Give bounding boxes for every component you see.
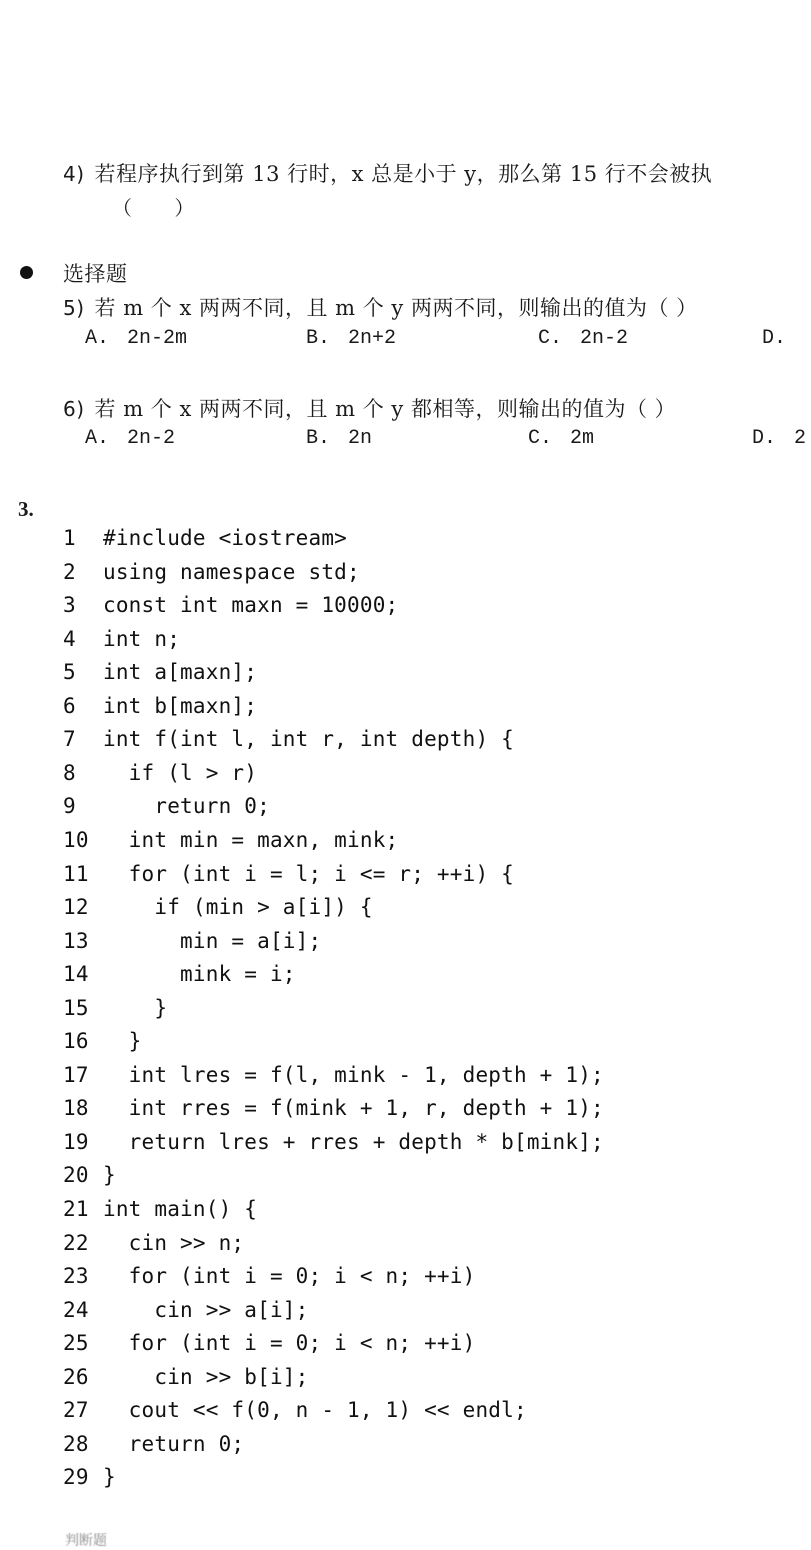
code-text: mink = i; bbox=[103, 962, 296, 987]
line-number: 3 bbox=[63, 593, 76, 618]
line-number: 18 bbox=[63, 1096, 89, 1121]
line-number: 12 bbox=[63, 895, 89, 920]
option-label: D. bbox=[752, 427, 777, 450]
option-label: B. bbox=[306, 327, 331, 350]
line-number: 28 bbox=[63, 1431, 89, 1456]
code-line bbox=[63, 1197, 257, 1230]
code-line bbox=[63, 1298, 309, 1331]
question-5-number: 5) bbox=[63, 296, 85, 320]
code-text: int n; bbox=[103, 626, 181, 651]
code-text: int rres = f(mink + 1, r, depth + 1); bbox=[103, 1096, 604, 1121]
code-text: cin >> b[i]; bbox=[103, 1364, 309, 1389]
option-value: 2n bbox=[348, 427, 373, 450]
question-6-option-c[interactable] bbox=[528, 427, 594, 450]
option-label: A. bbox=[85, 427, 110, 450]
code-line bbox=[63, 1231, 244, 1264]
line-number: 24 bbox=[63, 1297, 89, 1322]
code-text: int main() { bbox=[103, 1197, 258, 1221]
option-label: B. bbox=[306, 427, 331, 450]
code-line bbox=[63, 593, 398, 626]
option-value: 2 bbox=[794, 427, 807, 450]
line-number: 23 bbox=[63, 1264, 89, 1289]
line-number: 19 bbox=[63, 1129, 89, 1154]
line-number: 21 bbox=[63, 1197, 89, 1221]
option-value: 2n-2m bbox=[127, 327, 188, 350]
question-6-number: 6) bbox=[63, 397, 85, 421]
code-line bbox=[63, 962, 296, 995]
question-5-text: 若 m 个 x 两两不同，且 m 个 y 两两不同，则输出的值为（ ） bbox=[94, 296, 698, 320]
option-value: 2m bbox=[570, 427, 595, 450]
line-number: 22 bbox=[63, 1230, 89, 1255]
code-text: #include <iostream> bbox=[103, 526, 348, 550]
code-line bbox=[63, 862, 514, 895]
line-number: 17 bbox=[63, 1062, 89, 1087]
question-6 bbox=[63, 393, 676, 423]
section-title-choice: 选择题 bbox=[63, 262, 128, 286]
code-line bbox=[63, 1398, 527, 1431]
code-text: for (int i = 0; i < n; ++i) bbox=[103, 1264, 476, 1289]
code-line bbox=[63, 1365, 309, 1398]
code-line bbox=[63, 1096, 604, 1129]
line-number: 1 bbox=[63, 526, 76, 550]
question-6-option-a[interactable] bbox=[85, 427, 175, 450]
line-number: 5 bbox=[63, 660, 76, 685]
code-line bbox=[63, 660, 257, 693]
code-line bbox=[63, 828, 398, 861]
code-line bbox=[63, 929, 321, 962]
code-text: cin >> a[i]; bbox=[103, 1297, 309, 1322]
code-text: } bbox=[103, 995, 168, 1020]
question-5 bbox=[63, 292, 698, 322]
bullet-icon bbox=[20, 266, 33, 279]
line-number: 7 bbox=[63, 727, 76, 752]
question-6-text: 若 m 个 x 两两不同，且 m 个 y 都相等，则输出的值为（ ） bbox=[94, 397, 677, 421]
code-line bbox=[63, 794, 270, 827]
option-label: D. bbox=[762, 327, 787, 350]
option-label: A. bbox=[85, 327, 110, 350]
code-line bbox=[63, 727, 514, 760]
question-5-option-a[interactable] bbox=[85, 327, 187, 350]
code-line bbox=[63, 694, 257, 727]
code-line bbox=[63, 1029, 142, 1062]
line-number: 6 bbox=[63, 693, 76, 718]
question-6-option-b[interactable] bbox=[306, 427, 372, 450]
line-number: 8 bbox=[63, 760, 76, 785]
question-4-answer-blank[interactable]: （ ） bbox=[112, 196, 213, 220]
code-text: return 0; bbox=[103, 794, 270, 819]
code-line bbox=[63, 996, 167, 1029]
code-line bbox=[63, 526, 347, 559]
code-text: if (min > a[i]) { bbox=[103, 895, 373, 920]
code-text: return 0; bbox=[103, 1431, 245, 1456]
footer-partial-text: 判断题 bbox=[65, 1533, 107, 1549]
line-number: 15 bbox=[63, 995, 89, 1020]
code-text: for (int i = 0; i < n; ++i) bbox=[103, 1331, 476, 1356]
question-4-number: 4) bbox=[63, 162, 85, 186]
option-label: C. bbox=[528, 427, 553, 450]
line-number: 25 bbox=[63, 1331, 89, 1356]
code-line bbox=[63, 627, 180, 660]
code-text: cout << f(0, n - 1, 1) << endl; bbox=[103, 1398, 527, 1423]
option-value: 2n-2 bbox=[127, 427, 176, 450]
code-text: int lres = f(l, mink - 1, depth + 1); bbox=[103, 1062, 604, 1087]
code-text: for (int i = l; i <= r; ++i) { bbox=[103, 861, 514, 886]
line-number: 14 bbox=[63, 962, 89, 987]
line-number: 13 bbox=[63, 928, 89, 953]
code-text: int a[maxn]; bbox=[103, 660, 258, 685]
code-text: int min = maxn, mink; bbox=[103, 827, 399, 852]
question-5-option-c[interactable] bbox=[538, 327, 628, 350]
option-value: 2n-2 bbox=[580, 327, 629, 350]
code-text: int b[maxn]; bbox=[103, 693, 258, 718]
question-4 bbox=[63, 158, 712, 188]
code-text: if (l > r) bbox=[103, 760, 258, 785]
code-line bbox=[63, 1465, 116, 1498]
question-6-option-d[interactable] bbox=[752, 427, 806, 450]
code-line bbox=[63, 1331, 475, 1364]
question-5-option-d[interactable] bbox=[762, 327, 804, 350]
code-text: return lres + rres + depth * b[mink]; bbox=[103, 1129, 604, 1154]
code-line bbox=[63, 1130, 604, 1163]
line-number: 10 bbox=[63, 827, 89, 852]
code-text: min = a[i]; bbox=[103, 928, 322, 953]
code-text: using namespace std; bbox=[103, 559, 360, 584]
line-number: 29 bbox=[63, 1465, 89, 1490]
code-line bbox=[63, 1432, 244, 1465]
code-text: } bbox=[103, 1465, 116, 1490]
option-label: C. bbox=[538, 327, 563, 350]
code-line bbox=[63, 1163, 116, 1196]
code-text: cin >> n; bbox=[103, 1230, 245, 1255]
line-number: 2 bbox=[63, 559, 76, 584]
code-line bbox=[63, 1063, 604, 1096]
code-line bbox=[63, 560, 360, 593]
code-line bbox=[63, 1264, 475, 1297]
question-4-text: 若程序执行到第 13 行时，x 总是小于 y，那么第 15 行不会被执 bbox=[94, 162, 713, 186]
line-number: 27 bbox=[63, 1398, 89, 1423]
line-number: 9 bbox=[63, 794, 76, 819]
line-number: 26 bbox=[63, 1364, 89, 1389]
line-number: 11 bbox=[63, 861, 89, 886]
line-number: 16 bbox=[63, 1029, 89, 1054]
code-text: } bbox=[103, 1029, 142, 1054]
line-number: 20 bbox=[63, 1163, 89, 1188]
line-number: 4 bbox=[63, 626, 76, 651]
code-line bbox=[63, 895, 373, 928]
code-text: const int maxn = 10000; bbox=[103, 593, 399, 618]
code-text: } bbox=[103, 1163, 116, 1188]
code-text: int f(int l, int r, int depth) { bbox=[103, 727, 514, 752]
code-line bbox=[63, 761, 257, 794]
problem-3-number: 3. bbox=[18, 497, 34, 521]
option-value: 2n+2 bbox=[348, 327, 397, 350]
question-5-option-b[interactable] bbox=[306, 327, 396, 350]
